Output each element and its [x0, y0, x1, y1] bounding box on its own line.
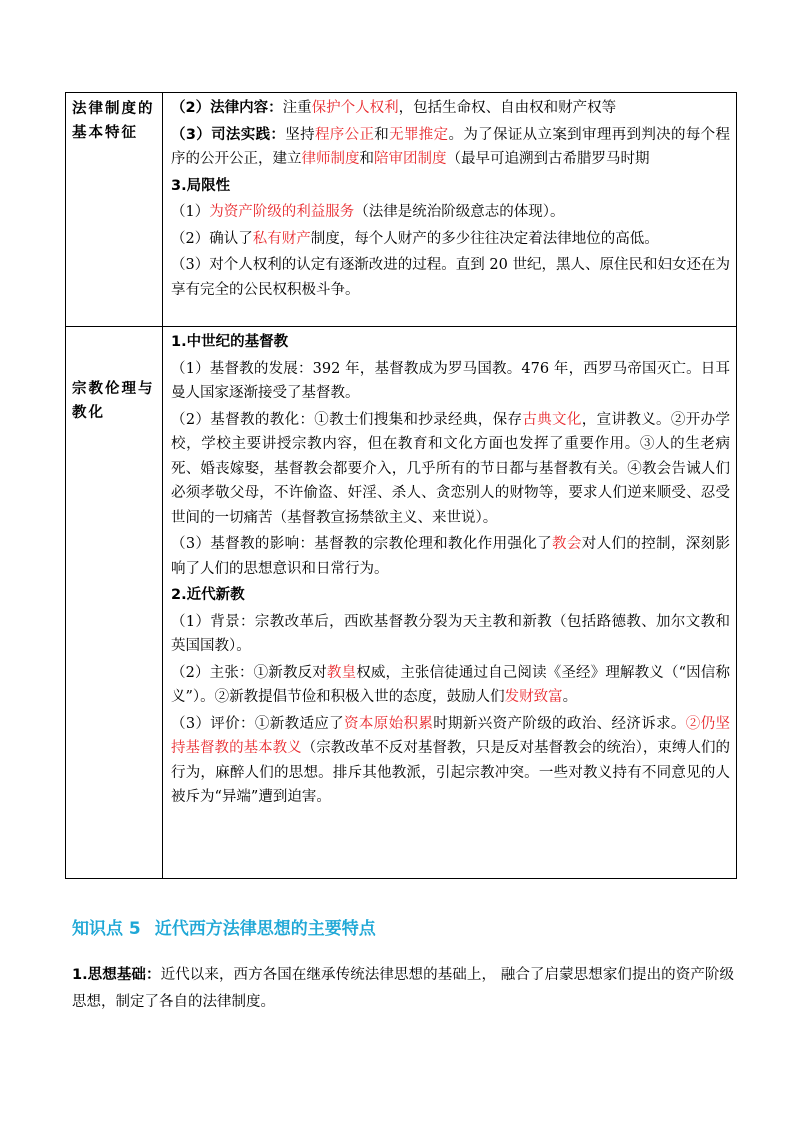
content-paragraph: [171, 123, 730, 172]
highlight-text: 保护个人权利: [311, 100, 399, 116]
highlight-text: 为资产阶级的利益服务: [209, 204, 355, 220]
content-paragraph: [171, 532, 730, 581]
text-segment: （法律是统治阶级意志的体现）。: [354, 204, 565, 220]
content-paragraph: [171, 96, 730, 121]
text-segment: （最早可追溯到古希腊罗马时期: [446, 151, 650, 167]
highlight-text: ②仍坚持基督教的基本教义: [171, 715, 730, 756]
content-paragraph: [171, 227, 730, 252]
highlight-text: 陪审团制度: [374, 151, 447, 167]
text-segment: （3）对个人权利的认定有逐渐改进的过程。直到 20 世纪，黑人、原住民和妇女还在为享有完全的公民权积极斗争。: [171, 257, 730, 298]
row-label-legal-system: 法律制度的基本特征: [66, 93, 163, 327]
highlight-text: 资本原始积累: [344, 715, 434, 732]
text-segment: 对人们的控制，深刻影响了人们的思想意识和日常行为。: [171, 536, 730, 577]
row-label-religion: 宗教伦理与教化: [66, 327, 163, 879]
table-row: [66, 93, 737, 327]
highlight-text: 私有财产: [252, 230, 311, 247]
highlight-text: 程序公正: [314, 126, 375, 143]
text-segment: （2）主张：①新教反对: [171, 664, 327, 681]
text-segment: 和: [359, 151, 374, 167]
section-title: 2.近代新教: [171, 587, 245, 603]
content-paragraph: [171, 661, 730, 710]
text-segment: （2）确认了: [171, 230, 253, 247]
text-segment: ，包括生命权、自由权和财产权等: [398, 100, 617, 116]
content-paragraph: [171, 357, 730, 406]
paragraph-lead: 1.思想基础：: [72, 967, 161, 983]
text-segment: 权威，主张信徒通过自己阅读《圣经》理解教义（“因信称义”）。②新教提倡节俭和积极入世的态度，鼓励人们: [171, 664, 730, 705]
text-segment: （宗教改革不反对基督教，只是反对基督教会的统治），束缚人们的行为，麻醉人们的思想。排斥其他教派，引起宗教冲突。一些对教义持有不同意见的人被斥为“异端”遭到迫害。: [171, 740, 731, 805]
text-segment: 。: [562, 689, 578, 705]
text-segment: 坚持: [285, 126, 315, 143]
content-paragraph: [171, 610, 730, 659]
paragraph-text: 近代以来，西方各国在继承传统法律思想的基础上， 融合了启蒙思想家们提出的资产阶级思想，制定了各自的法律制度。: [72, 967, 734, 1010]
section-title: 1.中世纪的基督教: [171, 334, 289, 350]
row-content-religion: [163, 327, 737, 879]
highlight-text: 教皇: [326, 664, 357, 681]
highlight-text: 无罪推定: [389, 126, 449, 143]
highlight-text: 发财致富: [504, 689, 563, 705]
item-lead: （2）法律内容：: [171, 100, 283, 116]
knowledge-table: [65, 92, 737, 879]
text-segment: 制度，每个人财产的多少往往决定着法律地位的高低。: [310, 230, 659, 247]
content-paragraph: [171, 200, 730, 225]
highlight-text: 古典文化: [522, 411, 582, 428]
table-row: [66, 327, 737, 879]
highlight-text: 教会: [552, 536, 582, 552]
row-content-legal-system: [163, 93, 737, 327]
text-segment: 注重: [282, 100, 312, 116]
text-segment: （1）: [171, 204, 210, 220]
text-segment: （1）基督教的发展：392 年，基督教成为罗马国教。476 年，西罗马帝国灭亡。日耳曼人国家逐渐接受了基督教。: [171, 360, 730, 401]
text-segment: 。为了保证从立案到审理再到判决的每个程序的公开公正，建立: [171, 126, 731, 167]
text-segment: （3）基督教的影响：基督教的宗教伦理和教化作用强化了: [171, 536, 553, 552]
text-segment: （3）评价：①新教适应了: [171, 715, 345, 732]
text-segment: ，宣讲教义。②开办学校，学校主要讲授宗教内容，但在教育和文化方面也发挥了重要作用。③人的生老病死、婚丧嫁娶，基督教会都要介入，几乎所有的节日都与基督教有关。④教会告诫人们必须孝敬父母，不许偷盗、奸淫、杀人、贪恋别人的财物等，要求人们逆来顺受、忍受世间的一切痛苦（基督教宣扬禁欲主义、来世说）。: [171, 411, 730, 526]
body-paragraph: [72, 962, 734, 1016]
item-lead: （3）司法实践：: [171, 126, 286, 143]
text-segment: 时期新兴资产阶级的政治、经济诉求。: [433, 715, 686, 732]
content-paragraph: [171, 408, 730, 531]
text-segment: 和: [374, 126, 390, 143]
heading-number: 知识点 5: [72, 919, 141, 939]
heading-title: 近代西方法律思想的主要特点: [154, 919, 376, 939]
text-segment: （1）背景：宗教改革后，西欧基督教分裂为天主教和新教（包括路德教、加尔文教和英国国教）。: [171, 613, 730, 654]
highlight-text: 律师制度: [301, 151, 360, 167]
text-segment: （2）基督教的教化：①教士们搜集和抄录经典，保存: [171, 411, 523, 428]
section-title: 3.局限性: [171, 177, 231, 194]
content-paragraph: [171, 253, 730, 302]
content-paragraph: [171, 712, 730, 810]
section-heading: [72, 914, 376, 939]
